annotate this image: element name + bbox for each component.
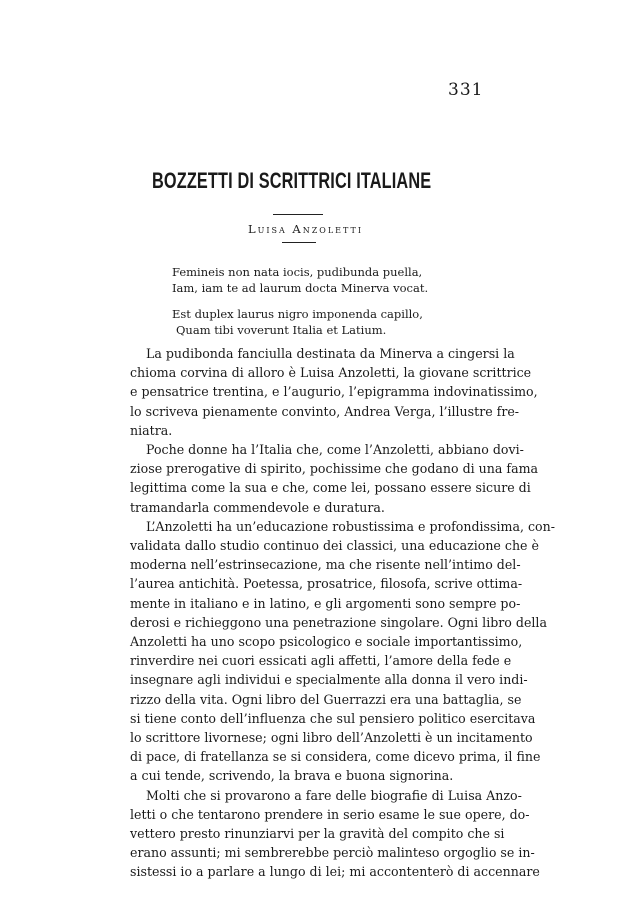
text-line: e pensatrice trentina, e l’augurio, l’epigramma indovinatissimo, (130, 384, 538, 400)
text-line: letti o che tentarono prendere in serio esame le sue opere, do- (130, 806, 530, 822)
paragraph (114, 440, 539, 517)
epigraph-line: Femineis non nata iocis, pudibunda puella, (172, 265, 423, 279)
text-line: validata dallo studio continuo dei classici, una educazione che è (130, 538, 539, 554)
text-line: di pace, di fratellanza se si considera, come dicevo prima, il fine (130, 749, 541, 765)
article-title: BOZZETTI DI SCRITTRICI ITALIANE (152, 168, 432, 193)
epigraph-stanza-1 (172, 265, 428, 296)
epigraph-stanza-2 (172, 307, 423, 338)
text-line: rizzo della vita. Ogni libro del Guerrazzi era una battaglia, se (130, 691, 522, 707)
text-line: ziose prerogative di spirito, pochissime che godano di una fama (130, 461, 539, 477)
text-line: legittima come la sua e che, come lei, possano essere sicure di (130, 480, 531, 496)
page-number: 331 (448, 80, 484, 100)
epigraph-line: Iam, iam te ad laurum docta Minerva vocat. (172, 280, 429, 295)
text-line: lo scriveva pienamente convinto, Andrea Verga, l’illustre fre- (130, 403, 520, 419)
text-line: niatra. (130, 422, 173, 438)
title-rule-bottom (282, 242, 316, 243)
paragraph (114, 344, 538, 440)
paragraph (114, 786, 540, 882)
text-line: vettero presto rinunziarvi per la gravità del compito che si (130, 826, 505, 842)
text-line: Molti che si provarono a fare delle biografie di Luisa Anzo- (146, 787, 522, 803)
body-text (114, 344, 555, 882)
text-line: l’aurea antichità. Poetessa, prosatrice, filosofa, scrive ottima- (130, 576, 523, 592)
text-line: lo scrittore livornese; ogni libro dell’Anzoletti è un incitamento (130, 730, 533, 746)
text-line: moderna nell’estrinsecazione, ma che risente nell’intimo del- (130, 557, 521, 573)
text-line: a cui tende, scrivendo, la brava e buona signorina. (130, 768, 454, 784)
text-line: La pudibonda fanciulla destinata da Minerva a cingersi la (146, 346, 515, 361)
paragraph (114, 517, 555, 786)
text-line: insegnare agli individui e specialmente alla donna il vero indi- (130, 672, 528, 688)
text-line: tramandarla commendevole e duratura. (130, 499, 385, 515)
text-line: Poche donne ha l’Italia che, come l’Anzoletti, abbiano dovi- (146, 442, 524, 458)
text-line: mente in italiano e in latino, e gli argomenti sono sempre po- (130, 595, 521, 611)
text-line: erano assunti; mi sembrerebbe perciò malinteso orgoglio se in- (130, 845, 535, 861)
text-line: chioma corvina di alloro è Luisa Anzoletti, la giovane scrittrice (130, 365, 532, 381)
text-line: rinverdire nei cuori essicati agli affetti, l’amore della fede e (130, 653, 512, 669)
text-line: si tiene conto dell’influenza che sul pensiero politico esercitava (130, 710, 536, 726)
title-rule-top (273, 214, 323, 215)
text-line: L’Anzoletti ha un’educazione robustissima e profondissima, con- (146, 518, 555, 534)
author-name: Luisa Anzoletti (247, 222, 363, 236)
epigraph-line: Est duplex laurus nigro imponenda capillo, (172, 307, 423, 321)
text-line: derosi e richieggono una penetrazione singolare. Ogni libro della (130, 614, 547, 630)
text-line: sistessi io a parlare a lungo di lei; mi accontenterò di accennare (130, 864, 540, 880)
text-line: Anzoletti ha uno scopo psicologico e sociale importantissimo, (130, 634, 523, 650)
epigraph-line: Quam tibi voverunt Italia et Latium. (176, 322, 387, 337)
